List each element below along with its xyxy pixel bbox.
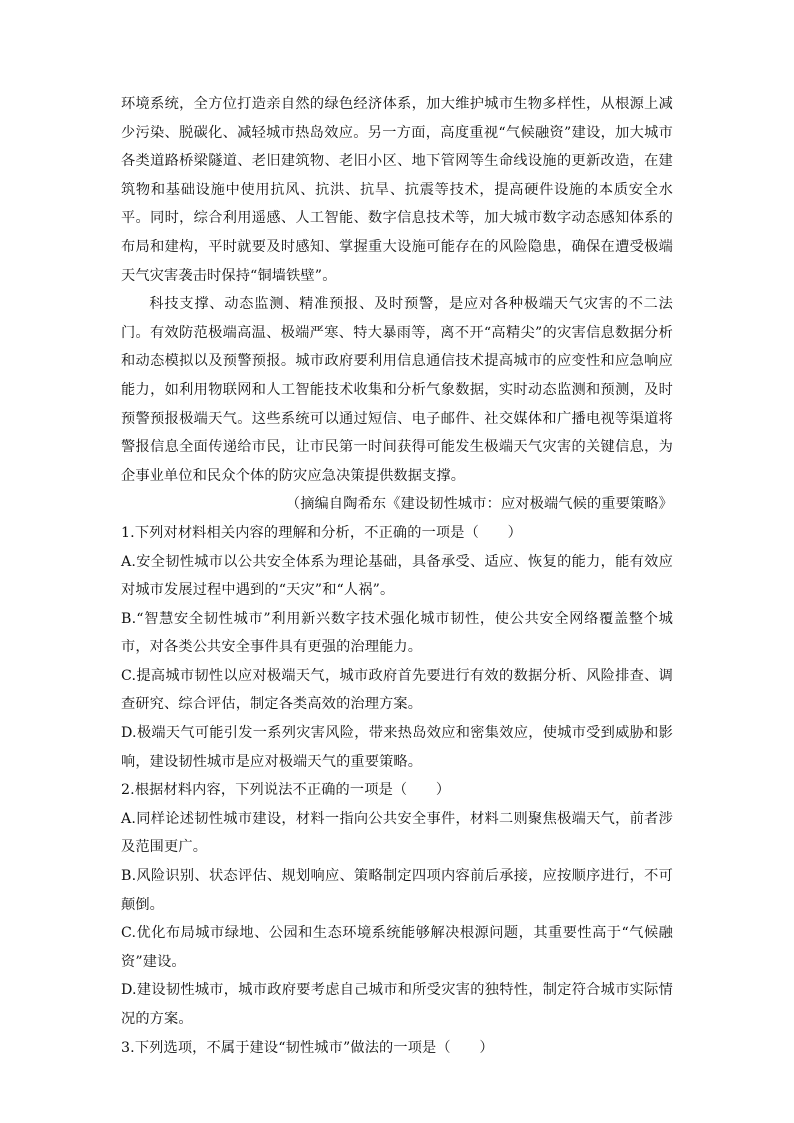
question-option-a: A.同样论述韧性城市建设，材料一指向公共安全事件，材料二则聚焦极端天气，前者涉及范围更广。 xyxy=(121,810,673,856)
document-body xyxy=(121,90,673,1062)
question-option-d: D.极端天气可能引发一系列灾害风险，带来热岛效应和密集效应，使城市受到威胁和影响，建设韧性城市是应对极端天气的重要策略。 xyxy=(121,725,673,770)
question-stem: 2.根据材料内容，下列说法不正确的一项是（ ） xyxy=(121,782,451,799)
question-option-b: B.“智慧安全韧性城市”利用新兴数字技术强化城市韧性，使公共安全网络覆盖整个城市，对各类公共安全事件具有更强的治理能力。 xyxy=(121,610,673,656)
question-option-a: A.安全韧性城市以公共安全体系为理论基础，具备承受、适应、恢复的能力，能有效应对城市发展过程中遇到的“天灾”和“人祸”。 xyxy=(121,553,673,599)
passage-paragraph-1: 环境系统，全方位打造亲自然的绿色经济体系，加大维护城市生物多样性，从根源上减少污染、脱碳化、减轻城市热岛效应。另一方面，高度重视“气候融资”建设，加大城市各类道路桥梁隧道、老旧建筑物、老旧小区、地下管网等生命线设施的更新改造，在建筑物和基础设施中使用抗风、抗洪、抗旱、抗震等技术，提高硬件设施的本质安全水平。同时，综合利用遥感、人工智能、数字信息技术等，加大城市数字动态感知体系的布局和建构，平时就要及时感知、掌握重大设施可能存在的风险隐患，确保在遭受极端天气灾害袭击时保持“铜墙铁壁”。 xyxy=(121,96,673,284)
question-stem: 1.下列对材料相关内容的理解和分析，不正确的一项是（ ） xyxy=(121,524,522,541)
question-2 xyxy=(121,776,673,1033)
passage-source: （摘编自陶希东《建设韧性城市：应对极端气候的重要策略》 xyxy=(285,496,673,513)
question-stem: 3.下列选项，不属于建设“韧性城市”做法的一项是（ ） xyxy=(121,1039,494,1056)
question-option-c: C.提高城市韧性以应对极端天气，城市政府首先要进行有效的数据分析、风险排查、调查研究、综合评估，制定各类高效的治理方案。 xyxy=(121,667,673,713)
question-option-d: D.建设韧性城市，城市政府要考虑自己城市和所受灾害的独特性，制定符合城市实际情况的方案。 xyxy=(121,982,673,1027)
question-option-b: B.风险识别、状态评估、规划响应、策略制定四项内容前后承接，应按顺序进行，不可颠倒。 xyxy=(121,868,673,913)
question-option-c: C.优化布局城市绿地、公园和生态环境系统能够解决根源问题，其重要性高于“气候融资”建设。 xyxy=(121,925,673,970)
question-3 xyxy=(121,1034,673,1063)
question-1 xyxy=(121,519,673,776)
passage-paragraph-2: 科技支撑、动态监测、精准预报、及时预警，是应对各种极端天气灾害的不二法门。有效防范极端高温、极端严寒、特大暴雨等，离不开“高精尖”的灾害信息数据分析和动态模拟以及预警预报。城市政府要利用信息通信技术提高城市的应变性和应急响应能力，如利用物联网和人工智能技术收集和分析气象数据，实时动态监测和预测，及时预警预报极端天气。这些系统可以通过短信、电子邮件、社交媒体和广播电视等渠道将警报信息全面传递给市民，让市民第一时间获得可能发生极端天气灾害的关键信息，为企事业单位和民众个体的防灾应急决策提供数据支撑。 xyxy=(121,296,673,484)
